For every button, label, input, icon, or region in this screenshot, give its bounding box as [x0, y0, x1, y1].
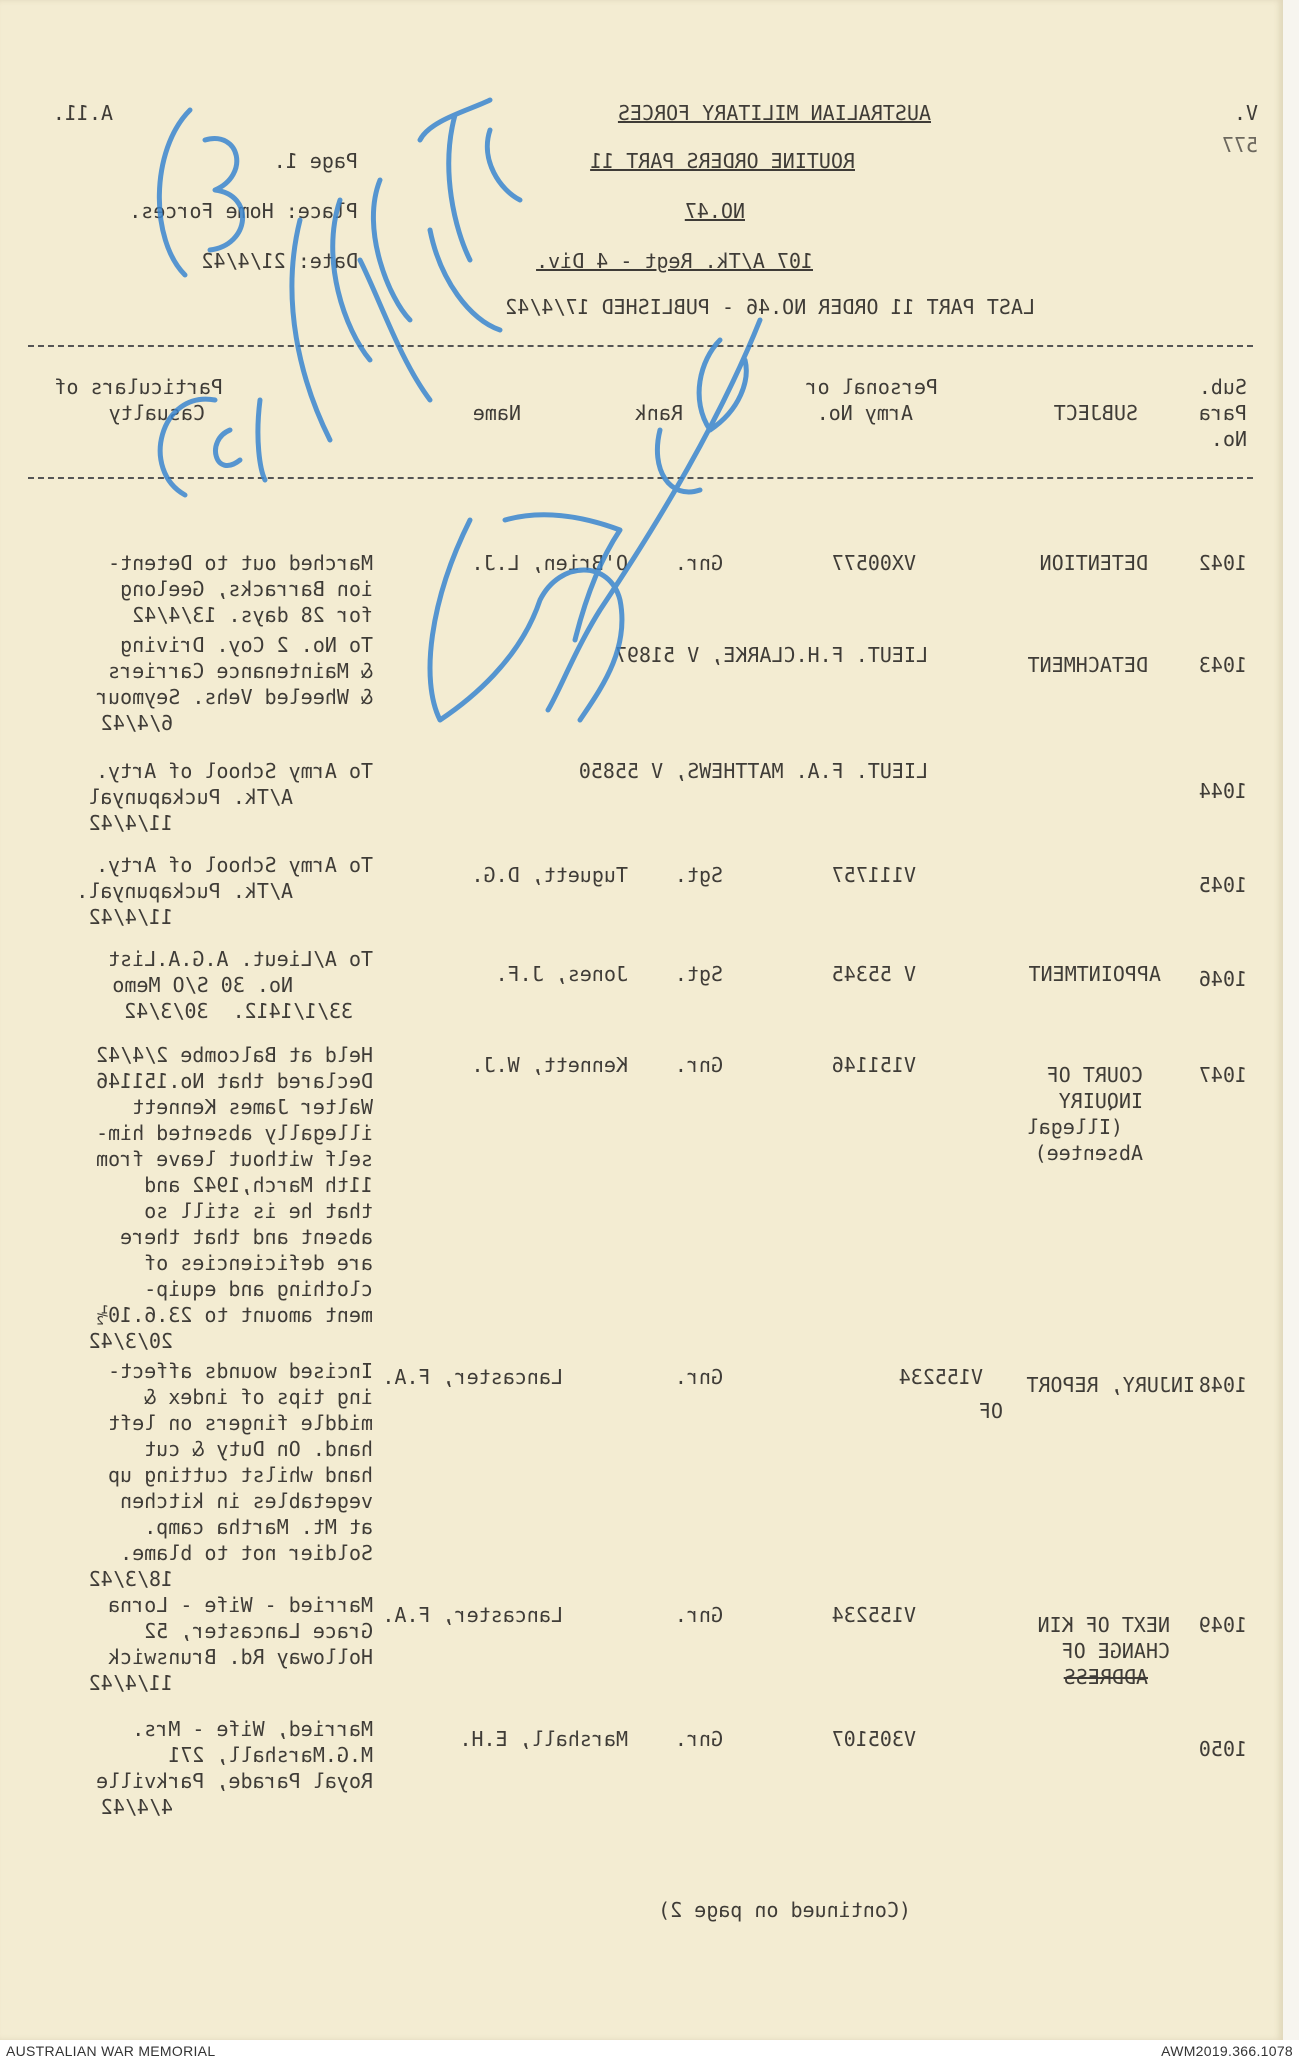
entry-subject: INQUIRY [1058, 1089, 1143, 1113]
entry-name: Marshall, E.H. [459, 1727, 628, 1751]
entry-no: 1048 [1198, 1373, 1247, 1397]
col-rank: Rank [634, 401, 683, 425]
unit-name: 107 A/Tk. Regt - 4 Div. [536, 249, 813, 273]
col-personal-1: Personal or [805, 375, 938, 399]
entry-particulars-line: are deficiencies of [144, 1251, 373, 1275]
entry-subject: APPOINTMENT [1028, 962, 1161, 986]
col-particulars-1: Particulars of [54, 375, 223, 399]
entry-subject: Absentee) [1034, 1141, 1143, 1165]
header-rule-top [28, 345, 1253, 347]
entry-particulars-line: To A/Lieut. A.G.A.List [108, 947, 373, 971]
col-personal-2: Army No. [816, 401, 913, 425]
entry-name: LIEUT. F.H.CLARKE, V 51897 [614, 643, 928, 667]
entry-subject: INJURY, REPORT [1026, 1373, 1195, 1397]
entry-particulars-line: To Army School of Arty. [96, 853, 373, 877]
entry-particulars-line: Grace Lancaster, 52 [144, 1619, 373, 1643]
col-name: Name [472, 401, 521, 425]
entry-army-no: V155234 [831, 1603, 916, 1627]
document-subtitle: ROUTINE ORDERS PART 11 [590, 149, 855, 173]
entry-rank: Gnr. [674, 1727, 723, 1751]
entry-no: 1044 [1198, 779, 1247, 803]
corner-left-number: 577 [1221, 133, 1258, 157]
entry-particulars-line: To No. 2 Coy. Driving [120, 633, 373, 657]
entry-no: 1042 [1198, 551, 1247, 575]
entry-particulars-line: middle fingers on left [108, 1411, 373, 1435]
col-subject: SUBJECT [1053, 401, 1138, 425]
entry-particulars-line: 20/3/42 [88, 1329, 173, 1353]
entry-particulars-line: Married - Wife - Lorna [108, 1593, 373, 1617]
entry-army-no: V 55345 [831, 962, 916, 986]
place: Place: Home Forces. [129, 199, 358, 223]
entry-name: Lancaster, F.A. [382, 1365, 563, 1389]
col-particulars-2: Casualty [108, 401, 205, 425]
entry-subject: COURT OF [1046, 1063, 1143, 1087]
entry-subject: DETACHMENT [1027, 653, 1148, 677]
order-number: NO.47 [684, 199, 745, 223]
entry-name: Jones, J.F. [495, 962, 628, 986]
entry-particulars-line: No. 30 S/O Memo [112, 973, 293, 997]
entry-no: 1047 [1198, 1063, 1247, 1087]
header-rule-bottom [28, 477, 1253, 479]
entry-particulars-line: Incised wounds affect- [108, 1359, 373, 1383]
paper-edge [1283, 0, 1299, 2040]
entry-particulars-line: 11th March,1942 and [144, 1173, 373, 1197]
entry-particulars-line: clothing and equip- [144, 1277, 373, 1301]
entry-particulars-line: 11/4/42 [88, 905, 173, 929]
entry-subject-struck: ADDRESS [1063, 1665, 1148, 1689]
entry-particulars-line: To Army School of Arty. [96, 759, 373, 783]
continued-note: (Continued on page 2) [658, 1898, 911, 1922]
corner-right: A.11. [52, 101, 113, 125]
entry-particulars-line: 4/4/42 [100, 1795, 173, 1819]
entry-particulars-line: 11/4/42 [88, 811, 173, 835]
entry-particulars-line: A/Tk. Puckapunyal [88, 785, 293, 809]
entry-particulars-line: hand. On Duty & cut [144, 1437, 373, 1461]
entry-particulars-line: Held at Balcombe 2/4/42 [96, 1043, 373, 1067]
entry-subject: (Illegal [1026, 1115, 1123, 1139]
entry-particulars-line: 6/4/42 [100, 711, 173, 735]
entry-army-no: VX00577 [831, 551, 916, 575]
entry-no: 1046 [1198, 967, 1247, 991]
entry-particulars-line: Marched out to Detent- [108, 551, 373, 575]
entry-subject: OF [978, 1399, 1003, 1423]
entry-subject: CHANGE OF [1061, 1639, 1170, 1663]
entry-particulars-line: Holloway Rd. Brunswick [108, 1645, 373, 1669]
col-sub-para-1: Sub. [1198, 375, 1247, 399]
entry-particulars-line: self without leave from [96, 1147, 373, 1171]
entry-army-no: V155234 [898, 1365, 983, 1389]
entry-rank: Gnr. [674, 551, 723, 575]
entry-no: 1049 [1198, 1613, 1247, 1637]
entry-particulars-line: 11/4/42 [88, 1671, 173, 1695]
footer-institution: AUSTRALIAN WAR MEMORIAL [6, 2043, 216, 2059]
entry-particulars-line: ing tips of index & [144, 1385, 373, 1409]
entry-particulars-line: Married, Wife - Mrs. [132, 1717, 373, 1741]
entry-particulars-line: at Mt. Martha camp. [144, 1515, 373, 1539]
col-sub-para-3: No. [1210, 427, 1247, 451]
entry-rank: Sgt. [674, 962, 723, 986]
entry-rank: Sgt. [674, 863, 723, 887]
last-order: LAST PART 11 ORDER NO.46 - PUBLISHED 17/4/42 [505, 295, 1035, 319]
entry-particulars-line: Royal Parade, Parkville [96, 1769, 373, 1793]
entry-particulars-line: & Wheeled Vehs. Seymour [96, 685, 373, 709]
entry-name: Kennett, W.J. [471, 1053, 628, 1077]
entry-particulars-line: 33/1/1412. 30/3/42 [124, 999, 353, 1023]
entry-no: 1045 [1198, 873, 1247, 897]
entry-name: Tuguett, D.G. [471, 863, 628, 887]
entry-particulars-line: for 28 days. 13/4/42 [132, 603, 373, 627]
entry-rank: Gnr. [674, 1603, 723, 1627]
entry-particulars-line: Declared that No.151146 [96, 1069, 373, 1093]
entry-particulars-line: & Maintenance Carriers [108, 659, 373, 683]
entry-particulars-line: A/Tk. Puckapunyal. [76, 879, 293, 903]
entry-army-no: V305107 [831, 1727, 916, 1751]
entry-subject: DETENTION [1039, 551, 1148, 575]
entry-rank: Gnr. [674, 1365, 723, 1389]
entry-army-no: V151146 [831, 1053, 916, 1077]
document-title: AUSTRALIAN MILITARY FORCES [617, 101, 931, 125]
entry-name: LIEUT. F.A. MATTHEWS, V 55850 [578, 759, 928, 783]
entry-rank: Gnr. [674, 1053, 723, 1077]
entry-subject: NEXT OF KIN [1037, 1613, 1170, 1637]
date: Date: 21/4/42 [201, 249, 358, 273]
entry-name: Lancaster, F.A. [382, 1603, 563, 1627]
entry-particulars-line: absent and that there [120, 1225, 373, 1249]
page-number: Page 1. [273, 149, 358, 173]
entry-particulars-line: hand whilst cutting up [108, 1463, 373, 1487]
entry-army-no: V111757 [831, 863, 916, 887]
entry-particulars-line: ion Barracks, Geelong [120, 577, 373, 601]
entry-no: 1050 [1198, 1737, 1247, 1761]
entry-particulars-line: that he is still so [144, 1199, 373, 1223]
footer-accession-number: AWM2019.366.1078 [1161, 2043, 1293, 2059]
entry-particulars-line: ment amount to 23.6.10½ [96, 1303, 373, 1327]
entry-particulars-line: Soldier not to blame. [120, 1541, 373, 1565]
col-sub-para-2: Para [1198, 401, 1247, 425]
entry-name: O'Brien, L.J. [471, 551, 628, 575]
entry-particulars-line: 18/3/42 [88, 1567, 173, 1591]
entry-particulars-line: vegetables in kitchen [120, 1489, 373, 1513]
entry-no: 1043 [1198, 653, 1247, 677]
entry-particulars-line: illegally absented him- [96, 1121, 373, 1145]
corner-left: V. [1233, 101, 1258, 125]
entry-particulars-line: M.G.Marshall, 271 [168, 1743, 373, 1767]
entry-particulars-line: Walter James Kennett [132, 1095, 373, 1119]
